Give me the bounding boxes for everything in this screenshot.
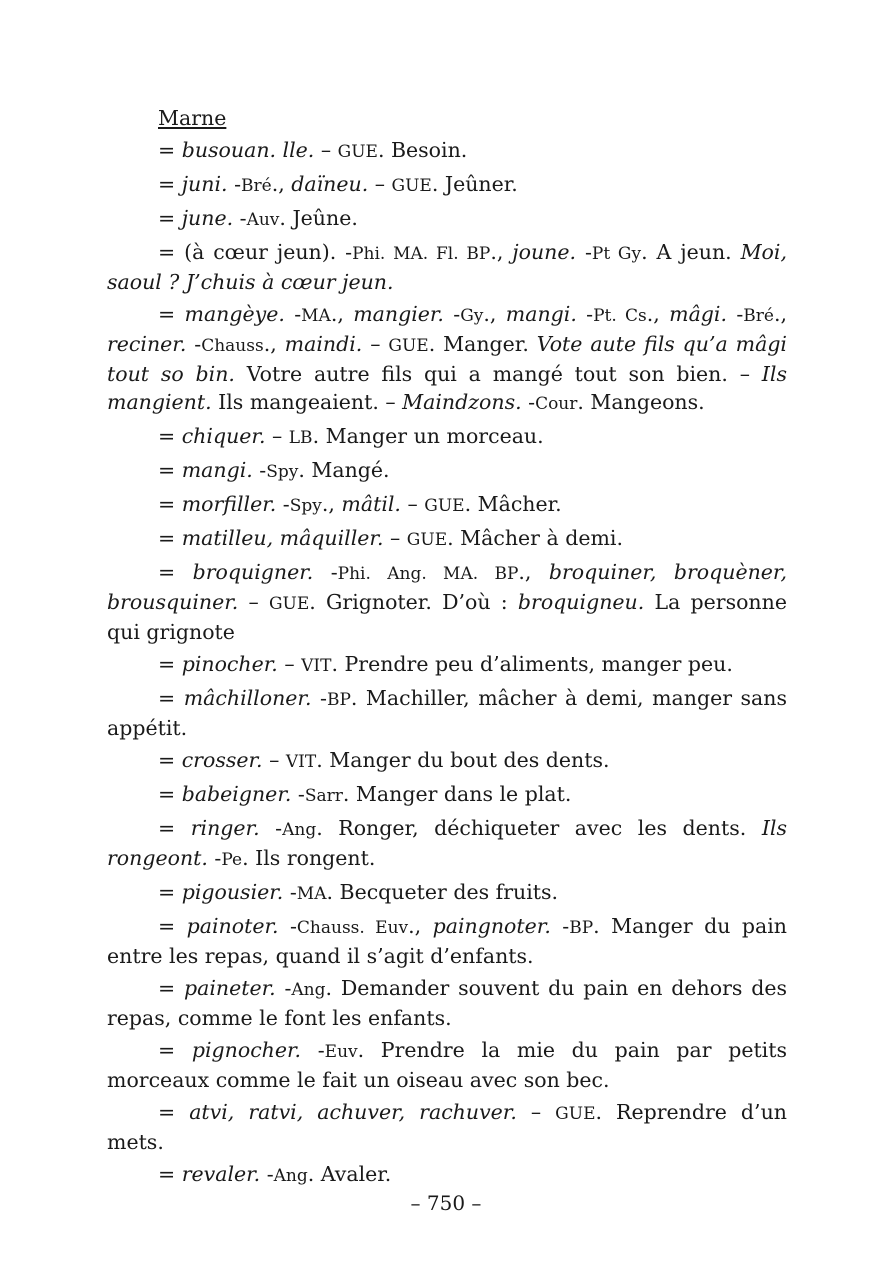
entry-text: . Manger dans le plat. — [342, 782, 572, 806]
dialect-term: Ils mangient. — [107, 362, 787, 414]
entry-text: - — [275, 976, 292, 1000]
source-abbrev: Ang — [291, 980, 326, 1000]
entry-text: - — [278, 914, 297, 938]
source-abbrev: Gy — [460, 306, 484, 326]
entry-text: - — [550, 914, 570, 938]
entry-text: . Ronger, déchiqueter avec les dents. — [316, 816, 762, 840]
entry-text: = — [158, 1038, 192, 1062]
entry-text: – — [238, 590, 269, 614]
entry-text: . Manger du bout des dents. — [316, 748, 610, 772]
entry-text: – — [368, 172, 392, 196]
source-abbrev: Bré — [743, 306, 774, 326]
dictionary-entry — [107, 912, 787, 970]
dictionary-entry — [107, 878, 787, 908]
dictionary-entry — [107, 684, 787, 742]
dictionary-entry — [107, 170, 787, 200]
entry-text: ., — [483, 302, 506, 326]
source-abbrev: Auv — [246, 210, 280, 230]
dialect-term: mâgi. — [669, 302, 727, 326]
entry-text: . Becqueter des fruits. — [326, 880, 559, 904]
entry-text: = — [158, 686, 184, 710]
dictionary-entry — [107, 558, 787, 646]
entry-text: = — [158, 1100, 190, 1124]
entry-text: - — [291, 782, 305, 806]
entry-text: ., — [646, 302, 670, 326]
entry-text: - — [207, 846, 222, 870]
entry-text: ., — [408, 914, 433, 938]
dialect-term: paineter. — [183, 976, 276, 1000]
dictionary-entry — [107, 422, 787, 452]
dialect-term: Maindzons. — [402, 390, 522, 414]
dialect-term: mangèye. — [184, 302, 285, 326]
entry-text: = — [158, 526, 182, 550]
entry-text: ., — [321, 492, 342, 516]
source-abbrev: GUE — [555, 1104, 596, 1124]
dialect-term: june. — [181, 206, 234, 230]
entry-text: = — [158, 206, 182, 230]
entry-text: . Avaler. — [307, 1162, 392, 1186]
dialect-term: broquigner. — [192, 560, 314, 584]
entry-text: - — [259, 816, 283, 840]
entry-text: ., — [773, 302, 787, 326]
entry-text: = — [158, 976, 184, 1000]
entry-text: . Jeûne. — [279, 206, 358, 230]
source-abbrev: VIT — [285, 752, 317, 772]
entry-text: . Mâcher. — [464, 492, 562, 516]
page-number: – 750 – — [410, 1191, 482, 1215]
dialect-term: maindi. — [284, 332, 363, 356]
dialect-term: joune. — [512, 240, 577, 264]
entry-text: - — [233, 206, 247, 230]
entry-text: . Besoin. — [377, 138, 468, 162]
entry-text: - — [252, 458, 267, 482]
source-abbrev: GUE — [391, 176, 432, 196]
dialect-term: babeigner. — [181, 782, 292, 806]
dialect-term: mâchilloner. — [183, 686, 312, 710]
section-heading: Marne — [158, 106, 227, 130]
entry-text: La personne qui grignote — [107, 590, 787, 644]
dialect-term: pignocher. — [191, 1038, 302, 1062]
dictionary-entry — [107, 780, 787, 810]
entry-text: = — [158, 172, 182, 196]
dictionary-entry — [107, 204, 787, 234]
source-abbrev: BP — [569, 918, 594, 938]
entry-text: = — [158, 880, 182, 904]
dialect-term: painoter. — [186, 914, 279, 938]
dialect-term: matilleu, mâquiller. — [181, 526, 384, 550]
dictionary-entry — [107, 490, 787, 520]
dialect-term: mangi. — [181, 458, 253, 482]
dialect-term: Moi, saoul ? J’chuis à cœur jeun. — [107, 240, 787, 294]
entry-text: . Prendre peu d’aliments, manger peu. — [331, 652, 733, 676]
source-abbrev: MA — [296, 884, 327, 904]
dialect-term: revaler. — [181, 1162, 261, 1186]
source-abbrev: BP — [326, 690, 351, 710]
entry-text: . Reprendre d’un mets. — [107, 1100, 787, 1154]
dictionary-entry — [107, 238, 787, 296]
entry-text: – — [383, 526, 407, 550]
entry-text: . Manger du pain entre les repas, quand il s’agit d’enfants. — [107, 914, 787, 968]
entry-text: . Mâcher à demi. — [447, 526, 624, 550]
entry-text: – — [277, 652, 302, 676]
entry-text: . Manger. — [428, 332, 537, 356]
entry-text: - — [283, 880, 297, 904]
source-abbrev: Phi. Ang. MA. BP — [337, 564, 519, 584]
source-abbrev: Pt Gy — [591, 244, 642, 264]
entry-text: ., — [330, 302, 354, 326]
dialect-term: pigousier. — [181, 880, 284, 904]
source-abbrev: GUE — [268, 594, 310, 614]
entry-text: . Mangé. — [298, 458, 390, 482]
entry-text: ., — [490, 240, 513, 264]
source-abbrev: GUE — [406, 530, 448, 550]
dialect-term: mangi. — [505, 302, 577, 326]
entry-text: - — [313, 560, 338, 584]
entry-text: - — [443, 302, 461, 326]
page-body — [107, 104, 787, 1194]
dialect-term: daïneu. — [291, 172, 369, 196]
source-abbrev: Phi. MA. Fl. BP — [352, 244, 491, 264]
entry-text: – — [516, 1100, 556, 1124]
entry-text: - — [227, 172, 241, 196]
dictionary-entry — [107, 1160, 787, 1190]
dictionary-entry — [107, 1036, 787, 1094]
dialect-term: ringer. — [190, 816, 260, 840]
source-abbrev: GUE — [337, 142, 378, 162]
entry-text: – — [362, 332, 389, 356]
source-abbrev: Chauss — [201, 336, 264, 356]
dictionary-entry — [107, 650, 787, 680]
entry-text: . Machiller, mâcher à demi, manger sans appétit. — [107, 686, 787, 740]
entry-text: - — [186, 332, 202, 356]
entry-text: = — [158, 652, 182, 676]
dialect-term: morfiller. — [181, 492, 277, 516]
dictionary-entry — [107, 814, 787, 874]
entry-text: ., — [518, 560, 549, 584]
entry-text: . Jeûner. — [431, 172, 518, 196]
entry-text: – — [265, 424, 289, 448]
source-abbrev: LB — [288, 428, 313, 448]
entry-text: . Prendre la mie du pain par petits morceaux comme le fait un oiseau avec son bec. — [107, 1038, 788, 1092]
entry-text: ., — [263, 332, 285, 356]
dialect-term: mâtil. — [341, 492, 401, 516]
source-abbrev: Euv — [324, 1042, 358, 1062]
source-abbrev: GUE — [424, 496, 465, 516]
dialect-term: mangier. — [353, 302, 444, 326]
source-abbrev: MA — [301, 306, 331, 326]
source-abbrev: Ang — [273, 1166, 308, 1186]
entry-text: – — [400, 492, 425, 516]
source-abbrev: GUE — [388, 336, 429, 356]
entry-text: = — [158, 816, 191, 840]
entry-text: . Ils rongent. — [242, 846, 376, 870]
entry-text: Votre autre fils qui a mangé tout son bien. – — [234, 362, 762, 386]
dictionary-entry — [107, 1098, 787, 1156]
dictionary-entry — [107, 746, 787, 776]
entry-list — [107, 136, 787, 1190]
entry-text: . A jeun. — [641, 240, 741, 264]
entry-text: = — [158, 492, 182, 516]
entry-text: = — [158, 1162, 182, 1186]
entry-text: - — [576, 302, 594, 326]
dialect-term: Vote aute fils qu’a mâgi tout so bin. — [107, 332, 787, 386]
entry-text: = — [158, 782, 182, 806]
entry-text: = — [158, 424, 182, 448]
entry-text: = — [158, 748, 182, 772]
entry-text: = — [158, 560, 193, 584]
source-abbrev: Sarr — [304, 786, 343, 806]
dictionary-entry — [107, 456, 787, 486]
entry-text: – — [314, 138, 338, 162]
entry-text: . Mangeons. — [577, 390, 705, 414]
entry-text: - — [726, 302, 744, 326]
dialect-term: juni. — [181, 172, 228, 196]
dictionary-entry — [107, 136, 787, 166]
source-abbrev: Spy — [289, 496, 322, 516]
entry-text: = — [158, 138, 182, 162]
dialect-term: busouan. lle. — [181, 138, 315, 162]
entry-text: ., — [271, 172, 292, 196]
source-abbrev: Cour — [535, 394, 578, 414]
source-abbrev: Ang — [282, 820, 317, 840]
dialect-term: paingnoter. — [432, 914, 551, 938]
source-abbrev: Pt. Cs — [593, 306, 647, 326]
entry-text: = — [158, 302, 185, 326]
dialect-term: pinocher. — [181, 652, 278, 676]
entry-text: = — [158, 914, 187, 938]
source-abbrev: Chauss. Euv — [296, 918, 409, 938]
dialect-term: reciner. — [107, 332, 187, 356]
dictionary-entry — [107, 524, 787, 554]
entry-text: - — [260, 1162, 274, 1186]
dictionary-entry — [107, 974, 787, 1032]
dialect-term: atvi, ratvi, achuver, rachuver. — [189, 1100, 517, 1124]
entry-text: . Grignoter. D’où : — [309, 590, 518, 614]
entry-text: . Manger un morceau. — [312, 424, 544, 448]
source-abbrev: Spy — [266, 462, 299, 482]
entry-text: - — [311, 686, 327, 710]
source-abbrev: VIT — [301, 656, 332, 676]
source-abbrev: Pe — [221, 850, 243, 870]
entry-text: - — [284, 302, 302, 326]
dialect-term: broquiner, broquèner, brousquiner. — [107, 560, 787, 614]
entry-text: – — [262, 748, 286, 772]
dialect-term: broquigneu. — [517, 590, 645, 614]
source-abbrev: Bré — [241, 176, 272, 196]
entry-text: = — [158, 458, 182, 482]
dialect-term: chiquer. — [181, 424, 266, 448]
dialect-term: Ils rongeont. — [107, 816, 787, 870]
entry-text: - — [576, 240, 592, 264]
entry-text: - — [301, 1038, 325, 1062]
dictionary-entry — [107, 300, 787, 418]
entry-text: = (à cœur jeun). - — [158, 240, 353, 264]
entry-text: - — [276, 492, 290, 516]
entry-text: - — [521, 390, 536, 414]
entry-text: Ils mangeaient. – — [211, 390, 403, 414]
entry-text: . Demander souvent du pain en dehors des repas, comme le font les enfants. — [107, 976, 787, 1030]
dialect-term: crosser. — [181, 748, 263, 772]
